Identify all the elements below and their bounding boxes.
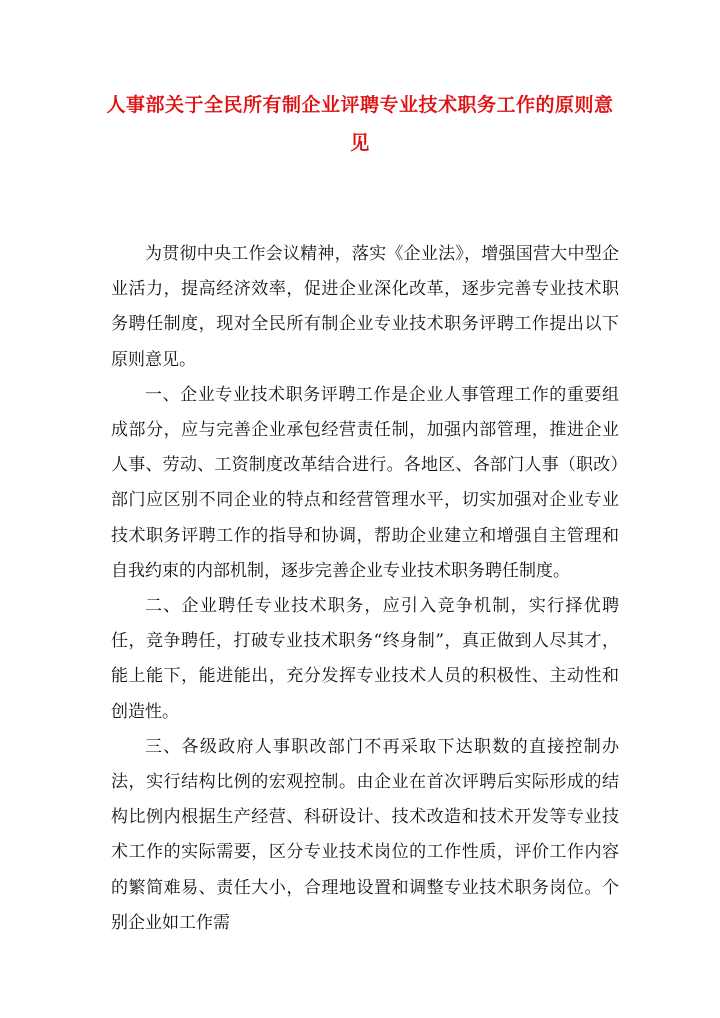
paragraph-section-2: 二、企业聘任专业技术职务，应引入竞争机制，实行择优聘任，竞争聘任，打破专业技术职务“终身制”，真正做到人尽其才，能上能下，能进能出，充分发挥专业技术人员的积极性、主动性和创造性。 [111, 596, 619, 722]
document-title: 人事部关于全民所有制企业评聘专业技术职务工作的原则意见 [106, 94, 614, 154]
paragraph-intro: 为贯彻中央工作会议精神，落实《企业法》，增强国营大中型企业活力，提高经济效率，促进企业深化改革，逐步完善专业技术职务聘任制度，现对全民所有制企业专业技术职务评聘工作提出以下原则意见。 [111, 244, 619, 370]
paragraph-section-3: 三、各级政府人事职改部门不再采取下达职数的直接控制办法，实行结构比例的宏观控制。由企业在首次评聘后实际形成的结构比例内根据生产经营、科研设计、技术改造和技术开发等专业技术工作的实际需要，区分专业技术岗位的工作性质，评价工作内容的繁简难易、责任大小，合理地设置和调整专业技术职务岗位。个别企业如工作需 [111, 736, 619, 933]
document-body [111, 237, 619, 941]
paragraph-section-1: 一、企业专业技术职务评聘工作是企业人事管理工作的重要组成部分，应与完善企业承包经营责任制，加强内部管理，推进企业人事、劳动、工资制度改革结合进行。各地区、各部门人事（职改）部门应区别不同企业的特点和经营管理水平，切实加强对企业专业技术职务评聘工作的指导和协调，帮助企业建立和增强自主管理和自我约束的内部机制，逐步完善企业专业技术职务聘任制度。 [111, 384, 619, 581]
